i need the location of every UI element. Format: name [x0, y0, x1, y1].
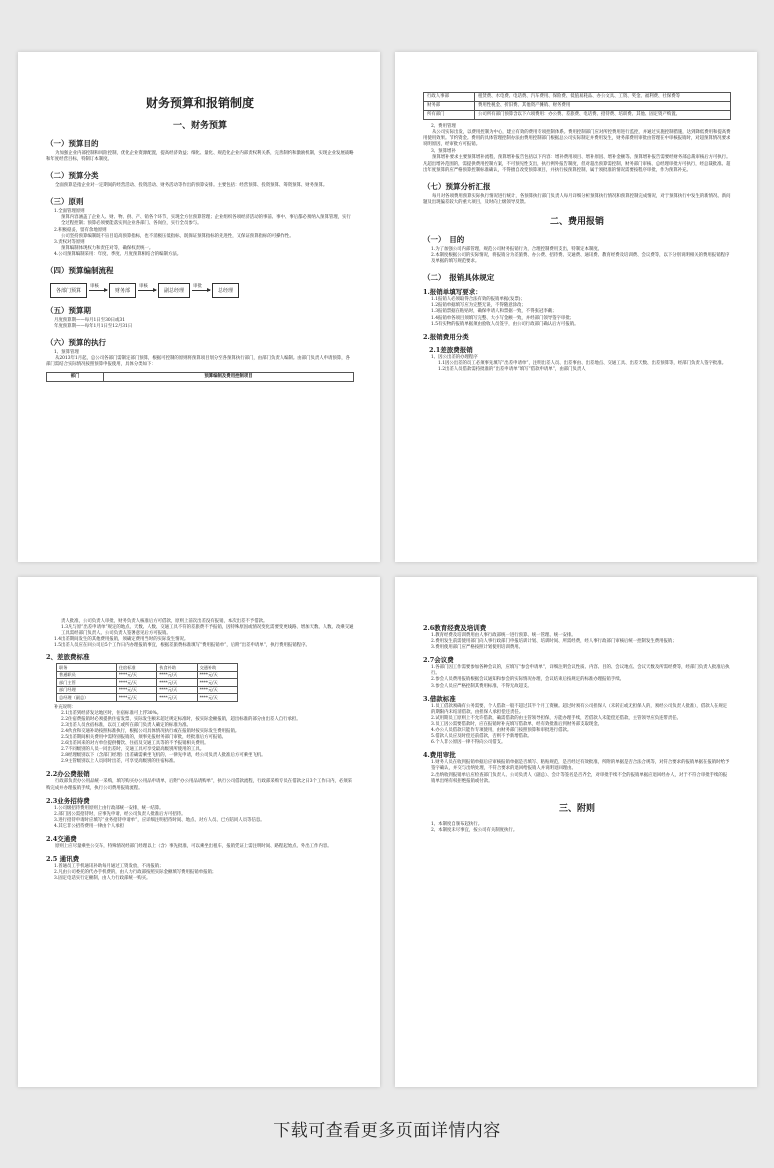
table-cell: ****元/天 — [116, 686, 156, 693]
list-item: 3.固定电话实行定额制，由人力行政部统一购买。 — [54, 876, 151, 882]
part-heading-budget: 一、财务预算 — [172, 121, 227, 131]
table-cell: 财务部 — [424, 102, 475, 111]
section-heading: （一）预算目的 — [46, 139, 99, 148]
flow-arrow-label: 审批 — [193, 284, 202, 290]
list-item: 1.3凡与原“出差申请单”规定的地点、天数、人数、交通工具不符的差旅费不予报销，因特殊原因或情况变化需要变更线路、增加天数、人数、改乘交通工具需经部门负责人、公司负责人签署意见后方可报销。 — [61, 625, 354, 637]
subsection-heading: 2.5 通讯费 — [46, 855, 80, 864]
table-cell: ****元/天 — [116, 679, 156, 686]
list-item: 1、因公出差的办理程序 — [431, 354, 478, 360]
document-page-4 — [395, 577, 757, 1087]
table-row — [57, 686, 238, 693]
document-title: 财务预算和报销制度 — [145, 96, 254, 110]
list-item: 1.普通员工手机通讯补助每月通过工资发放，不再报销； — [54, 864, 164, 870]
download-more-caption: 下载可查看更多页面详情内容 — [273, 1121, 501, 1141]
subsection-heading: 4.费用审批 — [423, 751, 456, 760]
list-item: 1.1因公出差的员工必须事先填写“出差申请单”，注明出差人员、出差事由、出差地点、交通工具、出差天数、出差预算等，经部门负责人签字批准。 — [438, 360, 727, 366]
list-item: 1.1报销人必须取得合法有效的报销单据(发票)； — [431, 297, 525, 303]
table-cell: ****元/天 — [116, 671, 156, 678]
paragraph: 原则上应尽量乘坐公交车，特殊情况经部门经理以上（含）事先批准，可以乘坐出租车，报销凭证上需注明时间、路程起始点、外出工作内容。 — [55, 844, 332, 849]
table-cell: ****元/天 — [157, 686, 197, 693]
part-heading-appendix: 三、附则 — [558, 803, 595, 814]
list-item: 2.4伙食和交通补助按照标准执行，根据公司具体情况执行或在报销时按实际发生费用报销。 — [61, 728, 240, 734]
list-item: 2.本制度根据公司的实际情况，将报销分为差旅费、办公费、招待费、交通费、通讯费、教育经费及培训费、会议费等，以下分别说明相关的费用报销程序及单据的填写规范要求。 — [431, 253, 730, 265]
list-item: 2.凡由公司委托的代办手机费的，由人力行政部按照实际金额填写费用报销单报销； — [54, 870, 217, 876]
table-cell: 所有部门 — [424, 111, 475, 120]
list-item: 2.3出差人员食宿标准，以员工或所在部门负责人确定的标准为准。 — [61, 722, 191, 728]
table-cell: 租赁费、水电费、电话费、汽车费用、保险费、低值易耗品、办公文具、工资、奖金、福利费、社保费等 — [475, 93, 731, 102]
list-item: 1.全面管理原则 — [54, 209, 85, 215]
table-cell: 部门主管 — [57, 679, 117, 686]
list-item: 5.借款人员应及时偿还前借款，否则不予新增借款。 — [431, 734, 532, 740]
list-item: 1.5有实物的报销单据须由验收人员签字，由公司行政部门确认后方可报销。 — [431, 321, 579, 327]
table-cell: 公司所有部门预算含以下六项费用：办公费、差旅费、电话费、招待费、培训费、其他、固定资产购置。 — [475, 111, 731, 120]
table-header-cell: 部门 — [47, 372, 104, 381]
list-item: 补充说明： — [54, 704, 76, 710]
budget-table — [423, 92, 731, 120]
list-item: 2.试用期员工原则上不允许借款，确需借款的由主管领导担保，方能办理手续，若借款人未能偿还借款，主管领导应负连带责任。 — [431, 715, 682, 721]
flow-arrow-label: 审核 — [90, 284, 99, 290]
paragraph: 每月对各项费用预算实际执行情况进行统计，各预算执行部门负责人每月详细分析预算执行情况和预算控制完成情况，对于预算执行中发生的新情况、新问题及出现偏差较大的重大项目，及时向上级领导反馈。 — [423, 193, 731, 205]
paragraph: 全面预算是指企业对一定期间的经营活动、投资活动、财务活动等作出的预算安排。主要包括：经营预算、投资预算、筹资预算、财务预算。 — [55, 183, 328, 189]
list-item: 1.各部门因工作需要参加各种会议的，应填写“参会申请单”，详细注明会议性质、内容、目的、会议地点、会议天数及所需经费等，经部门负责人批准后执行。 — [431, 665, 730, 677]
list-item: 2.出纳收到报销单后应检查部门负责人、公司负责人（副总）、会计等签名是否齐全，对审批手续不全的报销单据应退回经办人，对于不符合审批手续的报销单出纳有权拒绝报销或付款。 — [431, 772, 728, 784]
budget-table-header — [46, 372, 354, 382]
subsection-heading: 2.6教育经费及培训费 — [423, 624, 487, 632]
table-cell: ****元/天 — [116, 694, 156, 701]
table-row — [57, 671, 238, 678]
flow-arrow — [138, 284, 156, 291]
section-heading: （七）预算分析汇报 — [423, 181, 491, 191]
list-item: 4.办公人员借款只能作专项使用，由财务部门按照预算和审批进行借款。 — [431, 728, 572, 734]
paragraph: 为加强企业内部控制和风险控制，优化企业资源配置，提高经济效益；细化、量化、规范化企业内部责权利关系，完善制约和激励机制，实现企业发展战略和年度经营目标，特制订本制度。 — [46, 151, 354, 163]
table-cell: ****元/天 — [157, 679, 197, 686]
table-header-cell: 交通补助 — [197, 664, 237, 671]
list-item: 预算编制体现权力和责任对等，确保权责统一。 — [61, 245, 154, 251]
table-cell: ****元/天 — [197, 694, 237, 701]
list-item: 1.2出差人员借款需持批准的“出差申请单”填写“借款申请单”，由部门负责人 — [438, 366, 586, 372]
subsection-heading: 2.4交通费 — [46, 835, 77, 843]
table-cell: ****元/天 — [197, 671, 237, 678]
list-item: 3.员工因公需要借款时，应在报销时补充填写借款单，经有效批准后到财务部支取现金。 — [431, 721, 603, 727]
list-item: 2、费用管理 — [431, 124, 456, 129]
table-cell: 部门经理 — [57, 686, 117, 693]
table-cell: 行政人事部 — [424, 93, 475, 102]
list-item: 2.费用发生前需使用部门向人事行政部门申报培训计划、培训时间、所需经费，经人事行政部门审核后统一控制发生费用报销； — [431, 639, 677, 645]
list-item: 公司坚持预算编制既不盲目追高预算指标，也不消极压低指标，既保证预算指标的先进性，又保证预算指标的可操作性。 — [61, 233, 294, 239]
travel-standard-table — [56, 663, 238, 701]
subsection-heading: 2.2办公费报销 — [46, 770, 90, 779]
subsection-heading: 2.报销费用分类 — [423, 332, 469, 341]
list-item: 2.7不同级别的人员一同出差时，交通工具可享受最高级别所使用的工具。 — [61, 747, 205, 753]
paragraph: 从2013年1月起，总公司各部门需制定部门预算，根据可控制的原则将预算项目划分至各预算执行部门，由部门负责人编制。由部门负责人申请预算，各部门需结合实际情况按照预算申报使用，具体分类如下： — [46, 356, 350, 368]
table-row — [424, 93, 731, 102]
list-item: 3、预算增补 — [431, 149, 456, 155]
flow-arrow — [89, 284, 107, 291]
table-header-cell: 职务 — [57, 664, 117, 671]
list-item: 3.参会人员应严格控制其费用标准，不得无故超支。 — [431, 683, 532, 689]
table-header-cell: 伙食补助 — [157, 664, 197, 671]
table-row — [57, 679, 238, 686]
subsection-heading: 1.报销单填写要求： — [423, 288, 482, 297]
paragraph: 预算增补要求主要预算增补流程，预算增补报告包括以下内容：增补费用项目、增补原因、增补金额等。预算增补报告需要经财务部总裁审核后方可执行。凡超出增补范围的，需提供费用控制方案，不可预见性支出，执行例外报告制度，但对超出预算需控制，财务部门审核、总经理审批方可执行，经总裁批准。超出年度预算的应严格预算控制标准确认，不得擅自改变预算项目，并执行按预算控制，属于须批准的情况需要按程序审批，作为预算补充。 — [423, 155, 731, 173]
list-item: 2、本制度未尽事宜，按公司有关制度执行。 — [431, 827, 518, 833]
list-item: 1.3报销票据在粘贴时，确保申请人和票据一致，不得张冠李戴； — [431, 309, 557, 315]
section-heading: （四）预算编制流程 — [46, 266, 114, 276]
list-item: 1.5出差人员应在回公司后5个工作日内办理报销事宜，根据差旅费标准填写“费用报销单”，后附“出差申请单”，执行费用报销程序。 — [54, 643, 310, 649]
section-heading: （三）原则 — [46, 197, 84, 207]
table-row — [57, 694, 238, 701]
table-cell: ****元/天 — [157, 694, 197, 701]
list-item: 2.5出差期间相关费用中需特别报销的，须事先报财务部门审批，经批准后方可报销。 — [61, 734, 227, 740]
part-heading-reimbursement: 二、费用报销 — [549, 216, 604, 227]
list-item: 1.4出差期间发生的其他费用报销，须确定费用当时的实际发生情况。 — [54, 637, 189, 643]
flow-arrow — [192, 284, 210, 291]
list-item: 1.为了加强公司内部管理，规范公司财务报销行为，合理控制费用支出，特制定本制度。 — [431, 246, 603, 252]
subsection-heading: 2.3业务招待费 — [46, 796, 90, 805]
flow-box: 总经理 — [212, 283, 239, 298]
list-item: 年度预算期——每年1月1日至12月31日 — [54, 324, 133, 330]
list-item: 责人批准，公司负责人审批，财务负责人核准后方可借款，原则上前次出差没有报销，本次出差不予借款。 — [61, 619, 268, 624]
list-item: 4.公司预算编制采用：年度、季度、月度预算相结合的编制方法。 — [54, 251, 182, 257]
subsection-heading: 2、差旅费标准 — [46, 653, 90, 662]
section-heading: （五）预算期 — [46, 306, 91, 316]
list-item: 2.8经理级别以下（含部门经理）出差确需乘坐飞机的，一律先申请，经公司负责人批准后方可乘坐飞机。 — [61, 753, 266, 759]
table-row — [424, 111, 731, 120]
budget-flow-diagram — [50, 283, 354, 298]
paragraph: 从公司实际出发，以费用控制为中心，建立有效的费用专项控制体系。费用控制部门应对所控费用进行监控，并通过实施控制措施，达到降低费用和提高费用使用效果。节约资金。费用的具体管理控制办法由费用控制部门根据总公司实际制定并费用发生，财务部费用审批由管理在中审核报销时，对超预算情况要求说明原因，经审批方可报销。 — [423, 130, 731, 148]
list-item: 6.个人非公原因一律不得向公司借支。 — [431, 740, 506, 746]
document-page-1 — [18, 52, 380, 562]
paragraph: 行政部负责办公用品统一采购，填写购买办公用品申请单，后附“办公用品请购单”，执行公司借款流程，行政部采购专员在借款之日3个工作日内，必须采购完成并办理报销手续，执行公司费用报销流程。 — [46, 779, 353, 791]
list-item: 2.参会人员费用报销根据会议通知和参会的实际情况办理，会议结束后按规定的标准办理报销手续。 — [431, 677, 624, 683]
list-item: 1.2报销单据填写应为完整无误，不得随意涂改； — [431, 303, 526, 309]
list-item: 1、预算管理 — [54, 350, 79, 356]
table-cell: ****元/天 — [157, 671, 197, 678]
table-cell: ****元/天 — [197, 679, 237, 686]
list-item: 2.9主管级别以上人员同时出差，可享受高级别的住宿标准。 — [61, 759, 178, 765]
list-item: 3.费用使用部门应严格按照计划使用培训费用。 — [431, 645, 524, 651]
list-item: 1.教育经费及培训费用由人事行政部统一进行预算、统一管理、统一安排。 — [431, 633, 576, 638]
section-heading: （二）预算分类 — [46, 171, 99, 181]
flow-box: 各部门预算 — [50, 283, 87, 298]
list-item: 2.6出差回来的对方单位提供餐饮、住宿及交通工具等的不予报销相关费用。 — [61, 741, 209, 747]
table-header-cell: 预算编制及费用控制项目 — [104, 372, 354, 381]
section-heading: （一） 目的 — [423, 234, 465, 244]
table-cell: 费用性税金、折旧费、其他资产摊销、财务费用 — [475, 102, 731, 111]
list-item: 1.员工借款须确有公务需要，个人借款一般不超过其半个月工资额。超过时须有公司担保人（未转正或无担保人的，须经公司负责人批准），借款人在规定的期限内未结清借款，由担保人承担偿还责任。 — [431, 703, 728, 715]
list-item: 3.责权对等原则 — [54, 239, 85, 245]
section-heading: （六）预算的执行 — [46, 338, 106, 348]
list-item: 1.4报销单各项目须填写完整、大小写金额一致，并经部门领导签字审批； — [431, 315, 575, 321]
table-row — [424, 102, 731, 111]
table-header-cell: 住宿标准 — [116, 664, 156, 671]
table-cell: ****元/天 — [197, 686, 237, 693]
subsection-heading: 2.1差旅费报销 — [429, 345, 473, 354]
flow-arrow-label: 审核 — [139, 284, 148, 290]
list-item: 2.部门因公需招待时，应事先申请，经公司负责人批准后方可招待。 — [54, 811, 186, 817]
list-item: 1.财务人员在收到报销单据后应审核报销单据是否填写、粘贴规范，是否经过有效批准，所附的单据是否合法合规等，对符合要求的报销单据在报销时给予签字确认，并交与出纳处理，不符合要求的退回给报销人并说明退回理由。 — [431, 760, 730, 772]
document-page-2 — [395, 52, 757, 562]
table-cell: 总经理（副总） — [57, 694, 117, 701]
list-item: 2.积极稳妥，留有余地原则 — [54, 227, 107, 233]
list-item: 2.2住宿费报销时必须提供住宿发票，实际发生额未超过规定标准时，按实际金额报销，超出标准的部分由出差人自行承担。 — [61, 716, 301, 722]
subsection-heading: 2.7会议费 — [423, 656, 454, 665]
subsection-heading: 3.借款标准 — [423, 694, 456, 703]
flow-box: 财务部 — [109, 283, 136, 298]
list-item: 预算内容涵盖了企业人、财、物、供、产、销各个环节，实现全方位预算管理；企业组织各项经济活动的事前、事中、事后都必须纳入预算管理，实行全过程控制；预算必须要能落实到企业各部门、各岗位，实行全员参与。 — [61, 215, 351, 227]
section-heading: （二） 报销具体规定 — [423, 273, 495, 283]
document-page-3 — [18, 577, 380, 1087]
table-cell: 普通职员 — [57, 671, 117, 678]
list-item: 2.1出差到经济发达地区时，住宿标准可上浮30%。 — [61, 710, 162, 716]
table-row — [57, 664, 238, 671]
list-item: 月度预算期——每月1日至30日或31 — [54, 318, 126, 324]
list-item: 4.其它非公招待费用一律由个人承担 — [54, 823, 125, 829]
list-item: 1、本制度自颁布起执行。 — [431, 821, 483, 827]
flow-box: 副总经理 — [158, 283, 190, 298]
list-item: 3.进行招待申请时应填写“业务招待申请单”，应详细注明招待时间、地点、对方人员、已方陪同人员等信息。 — [54, 817, 265, 823]
list-item: 1.公司级招待费用原则上由行政部统一安排，统一结算。 — [54, 805, 164, 811]
